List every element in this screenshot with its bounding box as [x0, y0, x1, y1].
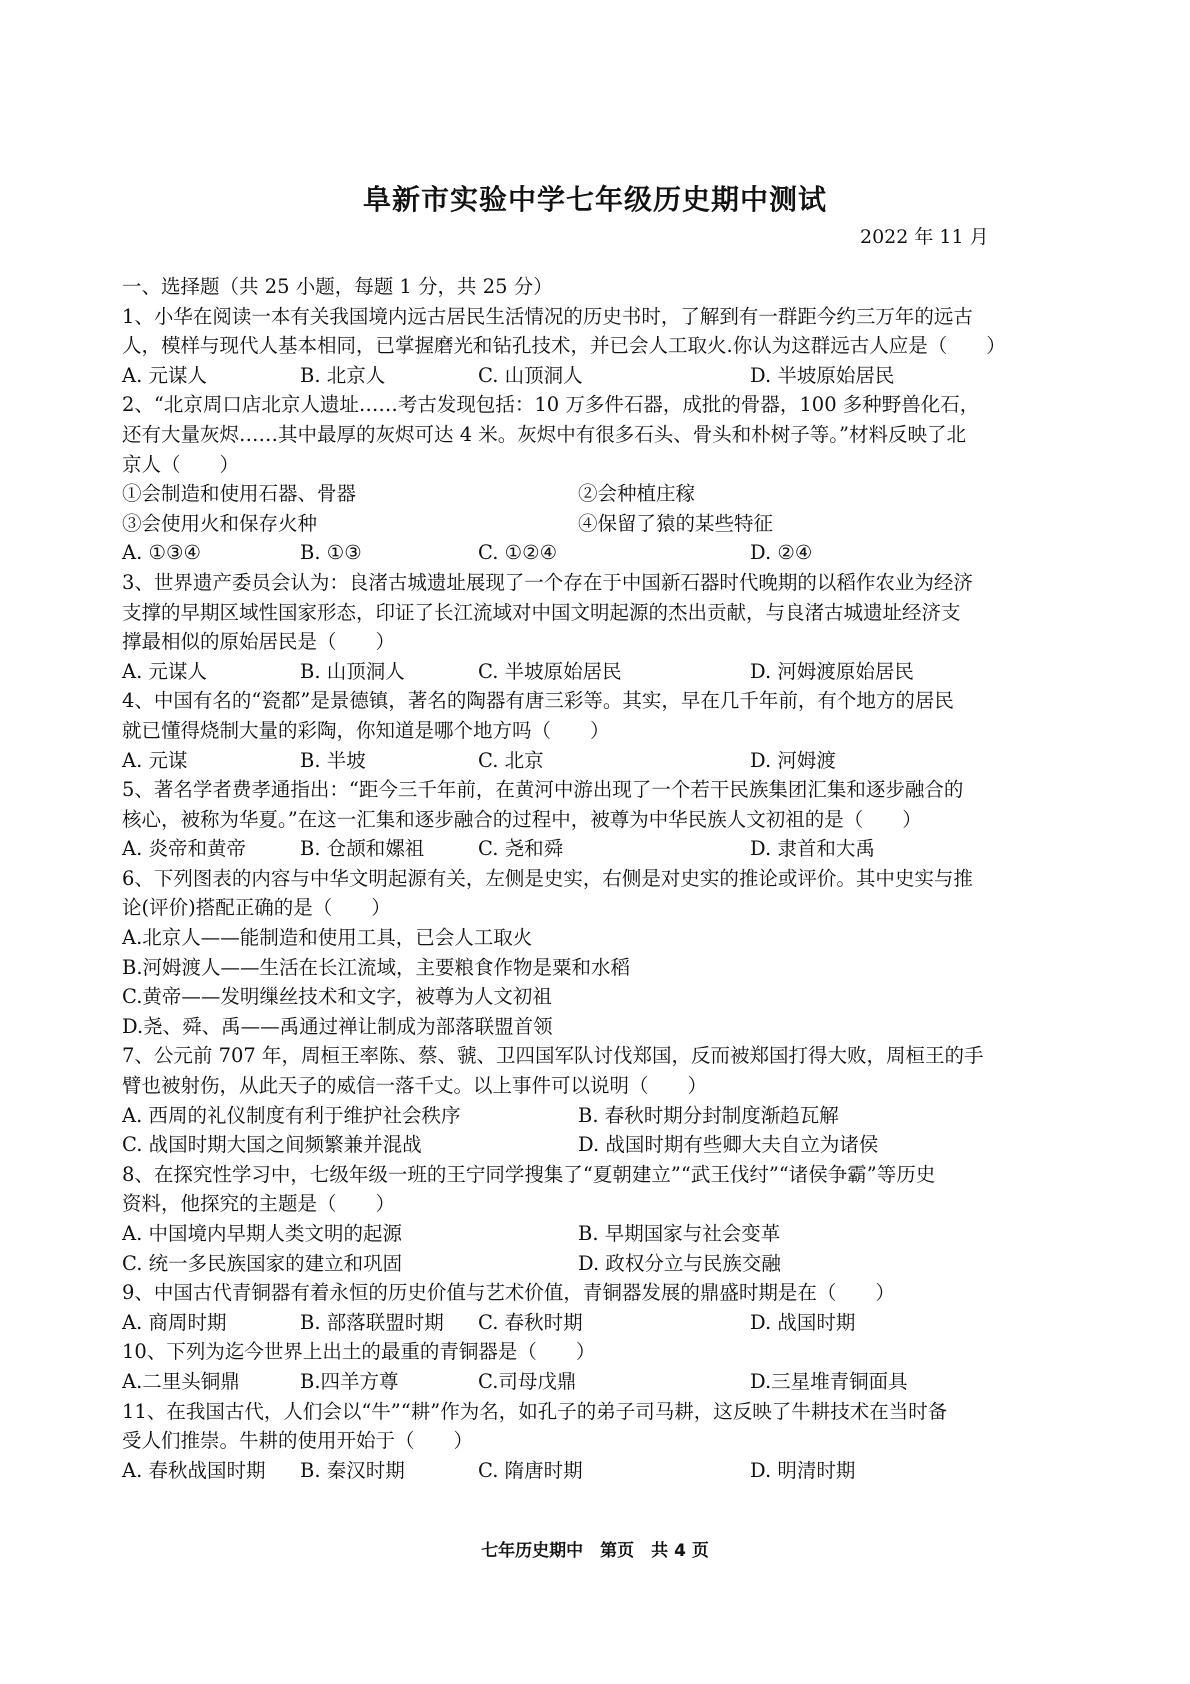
question-text-line: 臂也被射伤，从此天子的威信一落千丈。以上事件可以说明（ ）: [122, 1074, 708, 1098]
option-b: B. 春秋时期分封制度渐趋瓦解: [578, 1103, 839, 1127]
question-6: [122, 864, 1082, 1042]
option-b: B. 仓颉和嫘祖: [300, 837, 425, 861]
exam-date: 2022 年 11 月: [860, 226, 989, 248]
options-row: [122, 361, 1082, 391]
question-text-line: 京人（ ）: [122, 452, 240, 476]
question-text-line: 论(评价)搭配正确的是（ ）: [122, 896, 391, 920]
option-d: D. 半坡原始居民: [750, 363, 895, 387]
option-d: D. 战国时期: [750, 1310, 856, 1334]
question-text-line: 撑最相似的原始居民是（ ）: [122, 630, 396, 654]
options-row: [122, 1308, 1082, 1338]
options-row: [122, 657, 1082, 687]
option-b: B. 早期国家与社会变革: [578, 1222, 781, 1245]
question-8: [122, 1160, 1082, 1278]
question-section: [122, 272, 1082, 1485]
options-row: [122, 1249, 1082, 1279]
option-d: D. ②④: [750, 541, 813, 565]
question-text-line: 8、在探究性学习中，七级年级一班的王宁同学搜集了“夏朝建立”“武王伐纣”“诸侯争霸”等历史: [122, 1162, 936, 1186]
options-row: [122, 834, 1082, 864]
option-c: C.黄帝——发明缫丝技术和文字，被尊为人文初祖: [122, 985, 552, 1009]
statements-row: [122, 479, 1082, 509]
options-row: [122, 538, 1082, 568]
option-b: B. 部落联盟时期: [300, 1310, 444, 1334]
question-7: [122, 1041, 1082, 1159]
option-d: D. 政权分立与民族交融: [578, 1251, 781, 1275]
option-d: D. 隶首和大禹: [750, 837, 875, 861]
question-text-line: 资料，他探究的主题是（ ）: [122, 1192, 396, 1216]
question-text-line: 3、世界遗产委员会认为：良渚古城遗址展现了一个存在于中国新石器时代晚期的以稻作农业为经济: [122, 570, 973, 594]
question-text-line: 支撑的早期区域性国家形态，印证了长江流域对中国文明起源的杰出贡献，与良渚古城遗址经济支: [122, 600, 961, 624]
option-c: C. 山顶洞人: [478, 363, 583, 387]
question-text-line: 11、在我国古代，人们会以“牛”“耕”作为名，如孔子的弟子司马耕，这反映了牛耕技术在当时备: [122, 1399, 948, 1423]
option-a: A.二里头铜鼎: [122, 1369, 240, 1393]
options-row: [122, 1219, 1082, 1249]
option-a: A. 炎帝和黄帝: [122, 837, 246, 861]
question-text-line: 1、小华在阅读一本有关我国境内远古居民生活情况的历史书时，了解到有一群距今约三万年的远古: [122, 304, 973, 328]
option-a: A. 元谋: [122, 748, 188, 772]
question-9: [122, 1278, 1082, 1337]
option-a: A. 元谋人: [122, 659, 207, 683]
question-text-line: 就已懂得烧制大量的彩陶，你知道是哪个地方吗（ ）: [122, 718, 610, 742]
option-c: C. 半坡原始居民: [478, 659, 622, 683]
option-c: C. 尧和舜: [478, 837, 564, 861]
options-row: [122, 1456, 1082, 1486]
question-3: [122, 568, 1082, 686]
option-a: A. 元谋人: [122, 363, 207, 387]
option-c: C. 春秋时期: [478, 1310, 583, 1334]
option-a: A. 商周时期: [122, 1310, 227, 1334]
question-text-line: 受人们推崇。牛耕的使用开始于（ ）: [122, 1429, 474, 1453]
page-footer: 七年历史期中 第页 共 4 页: [481, 1541, 709, 1561]
statement-1: ①会制造和使用石器、骨器: [122, 482, 357, 506]
option-b: B. 秦汉时期: [300, 1458, 405, 1482]
option-b: B.四羊方尊: [300, 1369, 399, 1393]
options-row: [122, 746, 1082, 776]
option-b: B. ①③: [300, 541, 362, 565]
question-text-line: 7、公元前 707 年，周桓王率陈、蔡、虢、卫四国军队讨伐郑国，反而被郑国打得大败，周桓王的手: [122, 1044, 984, 1068]
option-a: A. 西周的礼仪制度有利于维护社会秩序: [122, 1103, 461, 1127]
option-c: C.司母戊鼎: [478, 1369, 577, 1393]
option-c: C. 隋唐时期: [478, 1458, 583, 1482]
options-row: [122, 1101, 1082, 1131]
question-4: [122, 686, 1082, 775]
option-d: D.三星堆青铜面具: [750, 1369, 908, 1393]
question-2: [122, 390, 1082, 568]
option-b: B.河姆渡人——生活在长江流域，主要粮食作物是粟和水稻: [122, 955, 631, 979]
question-text-line: 10、下列为迄今世界上出土的最重的青铜器是（ ）: [122, 1340, 596, 1364]
question-5: [122, 775, 1082, 864]
option-a: A.北京人——能制造和使用工具，已会人工取火: [122, 926, 533, 950]
option-d: D. 明清时期: [750, 1458, 856, 1482]
question-text-line: 9、中国古代青铜器有着永恒的历史价值与艺术价值，青铜器发展的鼎盛时期是在（ ）: [122, 1281, 895, 1305]
option-a: A. 春秋战国时期: [122, 1458, 266, 1482]
question-1: [122, 302, 1082, 391]
option-b: B. 北京人: [300, 363, 386, 387]
option-c: C. 北京: [478, 748, 544, 772]
question-text-line: 人，模样与现代人基本相同，已掌握磨光和钻孔技术，并已会人工取火.你认为这群远古人应是（ ）: [122, 334, 1006, 358]
question-text-line: 还有大量灰烬……其中最厚的灰烬可达 4 米。灰烬中有很多石头、骨头和朴树子等。”材料反映了北: [122, 422, 967, 446]
option-c: C. ①②④: [478, 541, 558, 565]
option-c: C. 统一多民族国家的建立和巩固: [122, 1251, 403, 1275]
statement-2: ②会种植庄稼: [578, 482, 696, 506]
options-row: [122, 1130, 1082, 1160]
statements-row: [122, 509, 1082, 539]
option-b: B. 半坡: [300, 748, 366, 772]
option-d: D. 战国时期有些卿大夫自立为诸侯: [578, 1133, 879, 1157]
statement-3: ③会使用火和保存火种: [122, 511, 318, 535]
option-b: B. 山顶洞人: [300, 659, 405, 683]
options-row: [122, 1367, 1082, 1397]
question-11: [122, 1397, 1082, 1486]
option-a: A. ①③④: [122, 541, 201, 565]
option-d: D. 河姆渡: [750, 748, 836, 772]
question-text-line: 4、中国有名的“瓷都”是景德镇，著名的陶器有唐三彩等。其实，早在几千年前，有个地方的居民: [122, 689, 954, 713]
option-c: C. 战国时期大国之间频繁兼并混战: [122, 1133, 422, 1157]
question-10: [122, 1337, 1082, 1396]
option-d: D.尧、舜、禹——禹通过禅让制成为部落联盟首领: [122, 1014, 553, 1038]
page-title: 阜新市实验中学七年级历史期中测试: [362, 183, 827, 216]
question-text-line: 6、下列图表的内容与中华文明起源有关，左侧是史实，右侧是对史实的推论或评价。其中史实与推: [122, 866, 973, 890]
question-text-line: 2、“北京周口店北京人遗址……考古发现包括：10 万多件石器，成批的骨器，100 多种野兽化石，: [122, 393, 980, 417]
statement-4: ④保留了猿的某些特征: [578, 511, 774, 535]
question-text-line: 核心，被称为华夏。”在这一汇集和逐步融合的过程中，被尊为中华民族人文初祖的是（ ）: [122, 807, 922, 831]
option-a: A. 中国境内早期人类文明的起源: [122, 1222, 402, 1245]
section-heading: 一、选择题（共 25 小题，每题 1 分，共 25 分）: [122, 275, 553, 298]
question-text-line: 5、著名学者费孝通指出：“距今三千年前，在黄河中游出现了一个若干民族集团汇集和逐步融合的: [122, 778, 964, 802]
option-d: D. 河姆渡原始居民: [750, 659, 914, 683]
